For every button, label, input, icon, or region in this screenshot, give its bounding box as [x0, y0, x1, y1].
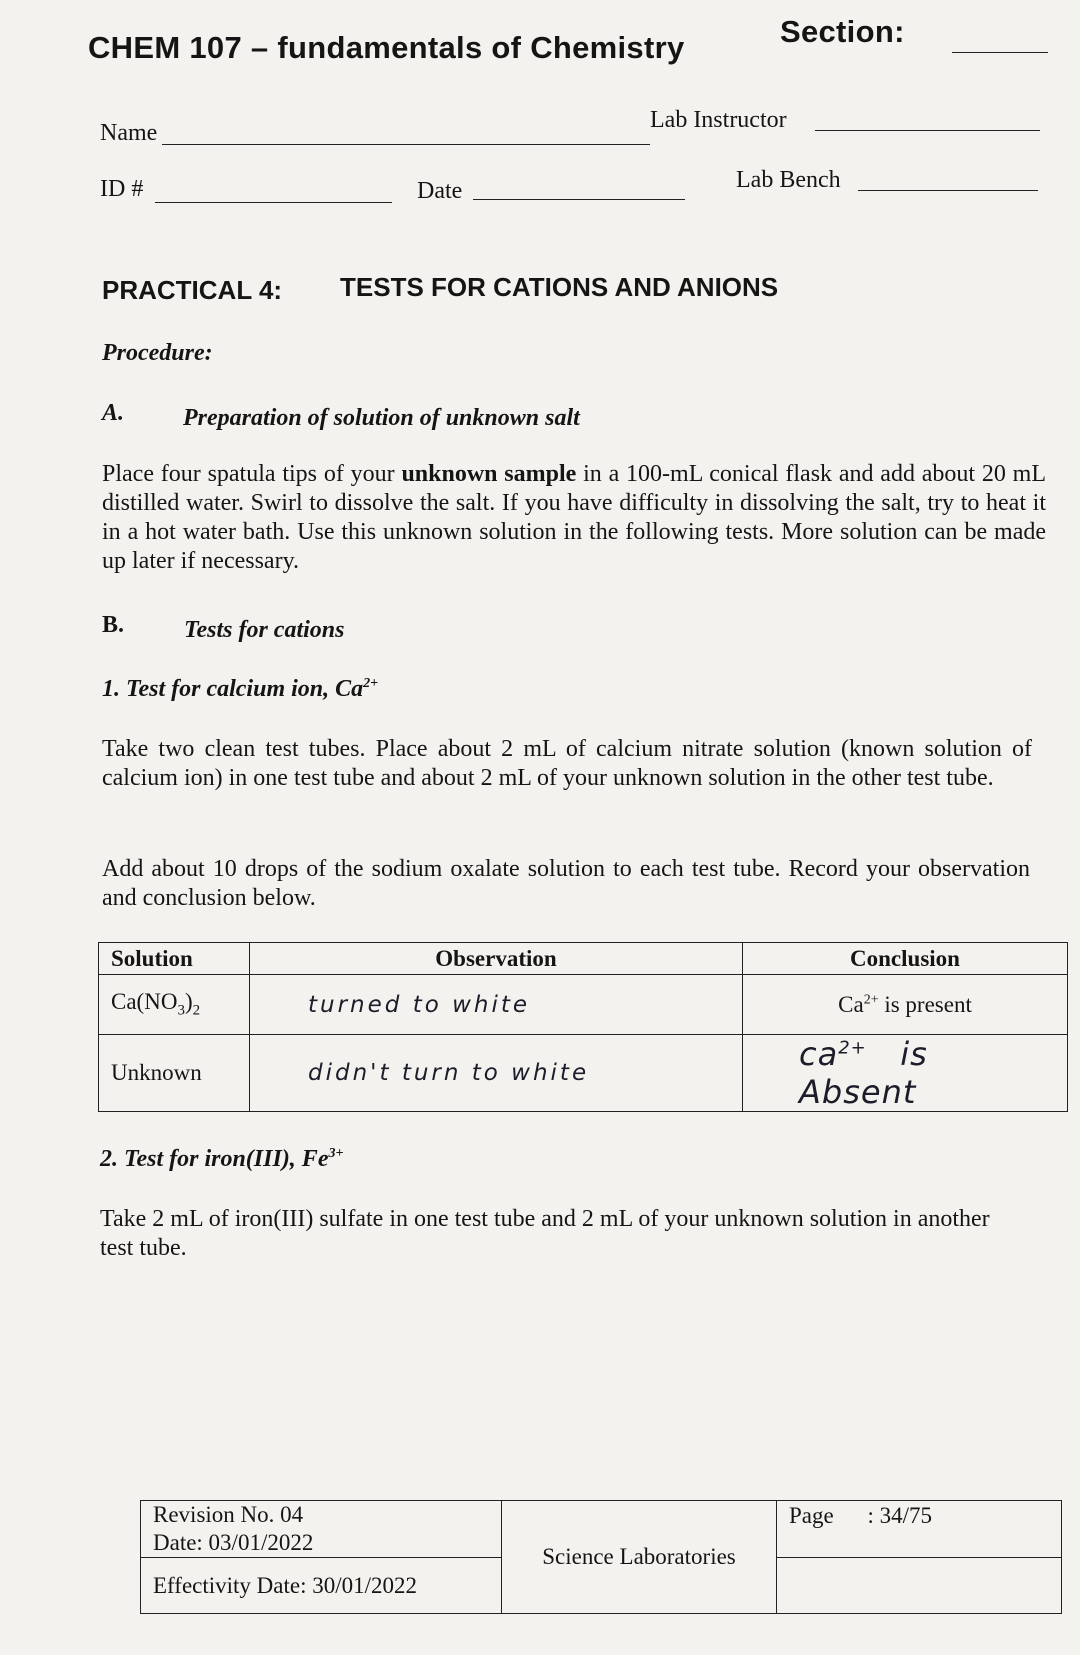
table-header-solution: Solution — [99, 943, 250, 975]
section-b-letter: B. — [102, 612, 125, 638]
section-a-bold-text: unknown sample — [401, 461, 577, 487]
footer-revision-cell — [141, 1501, 502, 1558]
test-2-paragraph: Take 2 mL of iron(III) sulfate in one test tube and 2 mL of your unknown solution in another test tube. — [100, 1206, 990, 1261]
table-row — [99, 1035, 1068, 1112]
lab-bench-label: Lab Bench — [736, 167, 841, 193]
test-2-heading — [100, 1146, 343, 1173]
section-field-line[interactable] — [952, 52, 1048, 53]
row1-solution-part-b: ) — [184, 989, 193, 1015]
id-field-line[interactable] — [155, 202, 392, 203]
row2-conclusion-part-b: is Absent — [799, 1035, 928, 1111]
row1-observation-handwritten[interactable]: turned to white — [250, 975, 743, 1035]
footer-page-value: : 34/75 — [867, 1503, 932, 1528]
test-1-heading-charge: 2+ — [363, 676, 379, 691]
footer-effectivity: Effectivity Date: 30/01/2022 — [141, 1558, 502, 1614]
id-label: ID # — [100, 176, 144, 202]
footer-date: Date: 03/01/2022 — [153, 1530, 314, 1555]
table-row — [99, 975, 1068, 1035]
name-field-line[interactable] — [162, 144, 650, 145]
section-a-letter: A. — [102, 400, 125, 426]
row1-conclusion-sup: 2+ — [863, 991, 879, 1007]
section-b-title: Tests for cations — [184, 617, 345, 643]
row1-conclusion-part-b: is present — [878, 991, 972, 1017]
row1-solution-sub: 3 — [177, 1002, 185, 1019]
date-field-line[interactable] — [473, 199, 685, 200]
row1-conclusion — [743, 975, 1068, 1035]
section-a-text-1: Place four spatula tips of your — [102, 461, 395, 487]
footer-page-label: Page — [789, 1503, 834, 1528]
course-title: CHEM 107 – fundamentals of Chemistry — [88, 30, 685, 65]
procedure-heading: Procedure: — [102, 340, 213, 366]
test-1-heading-text: 1. Test for calcium ion, Ca — [102, 676, 364, 702]
test-1-heading — [102, 676, 378, 703]
practical-title: TESTS FOR CATIONS AND ANIONS — [340, 272, 779, 302]
section-label: Section: — [780, 14, 905, 49]
test-2-heading-text: 2. Test for iron(III), Fe — [100, 1146, 329, 1172]
lab-instructor-field-line[interactable] — [815, 130, 1040, 131]
row2-conclusion-sup: 2+ — [838, 1037, 867, 1059]
row1-conclusion-part-a: Ca — [838, 991, 864, 1017]
footer-page-cell — [777, 1501, 1062, 1558]
section-a-title: Preparation of solution of unknown salt — [183, 405, 580, 431]
table-header-row — [99, 943, 1068, 975]
row2-conclusion-part-a: ca — [799, 1035, 839, 1073]
practical-number: PRACTICAL 4: — [102, 275, 283, 305]
row2-observation-handwritten[interactable]: didn't turn to white — [250, 1035, 743, 1112]
row1-solution — [99, 975, 250, 1035]
observation-table — [98, 942, 1068, 1112]
table-header-observation: Observation — [250, 943, 743, 975]
footer-department: Science Laboratories — [502, 1501, 777, 1614]
row2-conclusion-handwritten[interactable] — [743, 1035, 1068, 1112]
row1-solution-sub-2: 2 — [192, 1002, 201, 1019]
table-header-conclusion: Conclusion — [743, 943, 1068, 975]
row2-solution: Unknown — [99, 1035, 250, 1112]
footer-table — [140, 1500, 1062, 1614]
footer-revision: Revision No. 04 — [153, 1502, 304, 1527]
footer-empty-cell — [777, 1558, 1062, 1614]
section-a-paragraph — [102, 460, 1046, 576]
lab-bench-field-line[interactable] — [858, 190, 1038, 191]
row1-solution-part-a: Ca(NO — [111, 989, 178, 1015]
test-1-paragraph-2: Add about 10 drops of the sodium oxalate solution to each test tube. Record your observation and conclusion below. — [102, 856, 1030, 911]
lab-instructor-label: Lab Instructor — [650, 107, 787, 133]
section-a-text-2: in a 100-mL conical flask and add about 20 mL distilled water. Swirl to dissolve the salt. If you have difficulty in dissolving the salt, try to heat it in a hot water bath. Use this unknown solution in the following tests. More solution can be made up later if necessary. — [102, 461, 1047, 574]
test-2-heading-charge: 3+ — [328, 1146, 344, 1161]
date-label: Date — [417, 178, 463, 204]
test-1-paragraph-1: Take two clean test tubes. Place about 2 mL of calcium nitrate solution (known solution of calcium ion) in one test tube and about 2 mL of your unknown solution in the other test tube. — [102, 736, 1032, 791]
name-label: Name — [100, 120, 158, 146]
